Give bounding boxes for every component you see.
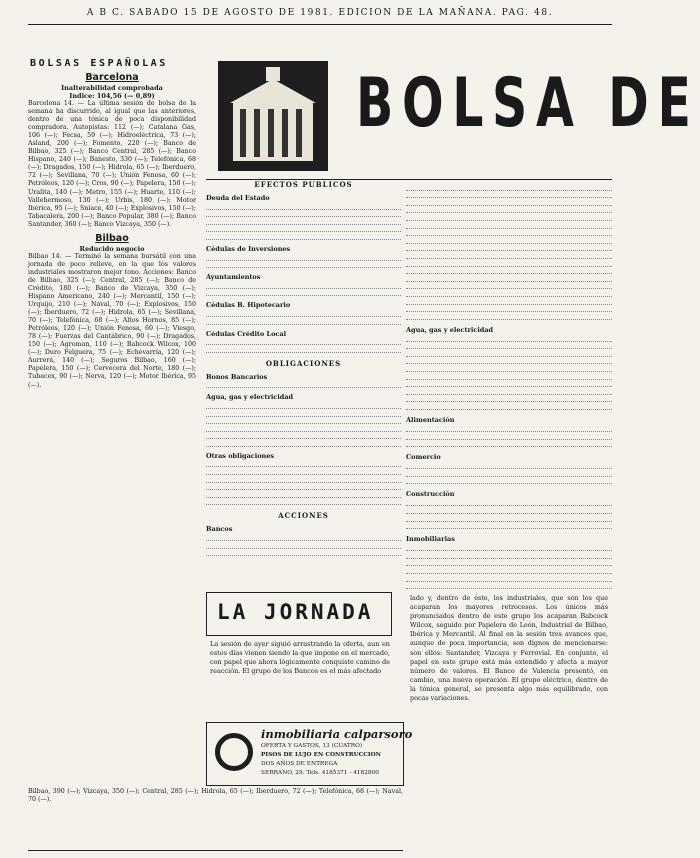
- efectos-title: EFECTOS PUBLICOS: [254, 180, 353, 189]
- footer-rule: [28, 850, 403, 851]
- la-jornada-title: LA JORNADA: [217, 600, 374, 624]
- ef-section-deuda: Deuda del Estado: [206, 194, 270, 202]
- right-table-column: [406, 183, 612, 591]
- ef-section-cedulas-hipotecario: Cédulas B. Hipotecario: [206, 301, 291, 310]
- calparsoro-logo-icon: [215, 733, 253, 771]
- ad-brand: inmobiliaria calparsoro: [261, 727, 413, 741]
- bottom-continuation-text: Bilbao, 390 (—); Vizcaya, 350 (—); Central, 285 (—); Hidrola, 65 (—); Iberduero, 72 (—); Telefónica, 68 (—); Naval, 70 (—).: [28, 788, 403, 804]
- bilbao-subtitle: Reducido negocio: [79, 244, 145, 253]
- stock-exchange-illustration: [218, 61, 328, 171]
- ad-line-1: OFERTA Y GASTOS, 13 (CUATRO): [261, 743, 363, 749]
- rt-section-construccion: Construcción: [406, 490, 455, 499]
- ef-section-bancos: Bancos: [206, 525, 233, 534]
- right-commentary: [410, 594, 608, 703]
- ad-line-3: DOS AÑOS DE ENTREGA: [261, 761, 338, 767]
- barcelona-heading: Barcelona: [85, 72, 139, 83]
- ef-section-otras: Otras obligaciones: [206, 451, 275, 460]
- left-column: [28, 58, 196, 858]
- rt-section-inmobiliarias: Inmobiliarias: [406, 535, 455, 544]
- ef-section-cedulas-inversiones: Cédulas de Inversiones: [206, 244, 291, 253]
- la-jornada-box: [206, 592, 392, 636]
- rt-section-comercio: Comercio: [406, 453, 441, 462]
- bottom-continuation: [28, 788, 403, 804]
- rt-section-alimentacion: Alimentación: [406, 416, 455, 425]
- page-header: A B C. SABADO 15 DE AGOSTO DE 1981. EDICION DE LA MAÑANA. PAG. 48.: [86, 8, 554, 18]
- ad-line-2: PISOS DE LUJO EN CONSTRUCCION: [261, 752, 381, 758]
- bilbao-body: Bilbao 14. — Terminó la semana bursátil con una jornada de poco relieve, en la que los valores industriales mostraron mejor tono. Acciones: Banco de Bilbao, 325 (—); Central, 285 (—); Banco de Crédito, 180 (—); Banco de Vizcaya, 350 (—); Hispano Americano, 240 (—); Mercantil, 150 (—); Urquijo, 210 (—); Naval, 70 (—); Explosivos, 150 (—); Iberduero, 72 (—); Hidrola, 65 (—); Sevillana, 70 (—); Telefónica, 68 (—); Altos Hornos, 85 (—); Petróleos, 120 (—); Unión Fenosa, 60 (—); Viesgo, 78 (—); Fuerzas del Cantábrico, 90 (—); Dragados, 150 (—); Agroman, 110 (—); Babcock Wilcox, 100 (—); Duro Felguera, 75 (—); Echevarría, 120 (—); Aurrerá, 140 (—); Seguros Bilbao, 160 (—); Papelera, 150 (—); Cervecera del Norte, 180 (—); Tubacex, 90 (—); Nerva, 120 (—); Motor Ibérica, 95 (—).: [28, 252, 196, 389]
- ef-section-agua: Agua, gas y electricidad: [206, 393, 294, 402]
- rt-section-agua: Agua, gas y electricidad: [406, 325, 494, 334]
- calparsoro-advertisement: [206, 722, 413, 786]
- la-jornada-body: La sesión de ayer siguió arrastrando la oferta, aun en estos días vienen siendo la que impone en el mercado, con papel que ahora lógicamente conquiste camino de reacción. El grupo de los Bancos es el más afectado: [210, 640, 390, 675]
- barcelona-body: Barcelona 14. — La última sesión de bolsa de la semana ha discurrido, al igual que las anteriores, dentro de una tónica de poca disponibilidad compradora. Autopistas: 112 (—); Catalana Gas, 106 (—); Fecsa, 59 (—); Hidroeléctrica, 73 (—); Asland, 200 (—); Fomento, 220 (—); Banco de Bilbao, 325 (—); Banco Central, 285 (—); Banco Hispano, 240 (—); Banesto, 330 (—); Telefónica, 68 (—); Dragados, 150 (—); Hidrola, 65 (—); Iberduero, 72 (—); Sevillana, 70 (—); Unión Fenosa, 60 (—); Petróleos, 120 (—); Cros, 90 (—); Papelera, 150 (—); Uralita, 140 (—); Metro, 155 (—); Huarte, 110 (—); Vallehermoso, 130 (—); Urbis, 180 (—); Motor Ibérica, 95 (—); Sniace, 40 (—); Explosivos, 150 (—); Tabacalera, 200 (—); Banco Popular, 380 (—); Banco Santander, 360 (—); Banco Vizcaya, 350 (—).: [28, 100, 196, 228]
- barcelona-index: Indice: 104,56 (— 0,89): [69, 92, 155, 100]
- bolsa-de-title: BOLSA DE: [356, 64, 700, 143]
- acciones-heading: ACCIONES: [278, 511, 329, 521]
- bilbao-heading: Bilbao: [95, 232, 129, 244]
- la-jornada-body-wrap: [210, 640, 390, 676]
- obligaciones-heading: OBLIGACIONES: [265, 358, 342, 368]
- section-title: BOLSAS ESPAÑOLAS: [30, 58, 168, 69]
- efectos-publicos-table: [206, 180, 401, 584]
- ad-line-4: SERRANO, 29. Tels. 4185371 - 4182800: [261, 770, 379, 776]
- ef-section-ayuntamientos: Ayuntamientos: [206, 273, 261, 282]
- right-commentary-text: lado y, dentro de éste, los industriales, que son los que acaparan los mayores retrocesos. Los únicos más pronunciados dentro de este grupo los acaparan Babcock Wilcox, seguido por Papelera de León, Industrial de Bilbao, Ibérica y Mercantil. Al final en la sesión tres avances que, aunque de poca importancia, son dignos de mencionarse: son ellos: Santander, Vizcaya y Ferrovial. En conjunto, el papel en este grupo está más extendido y afecta a mayor número de valores. El Banco de Valencia presentó, en cambio, una nueva operación. El grupo eléctrico, dentro de la tónica general, se presenta algo más equilibrado, con pocas variaciones.: [410, 594, 608, 703]
- ef-section-bonos: Bonos Bancarios: [206, 372, 268, 381]
- bolsa-banner: [206, 56, 700, 178]
- header-rule: [28, 24, 612, 25]
- ef-section-cedulas-credito: Cédulas Crédito Local: [206, 329, 287, 338]
- barcelona-subtitle: Inalterabilidad comprobada: [61, 84, 163, 92]
